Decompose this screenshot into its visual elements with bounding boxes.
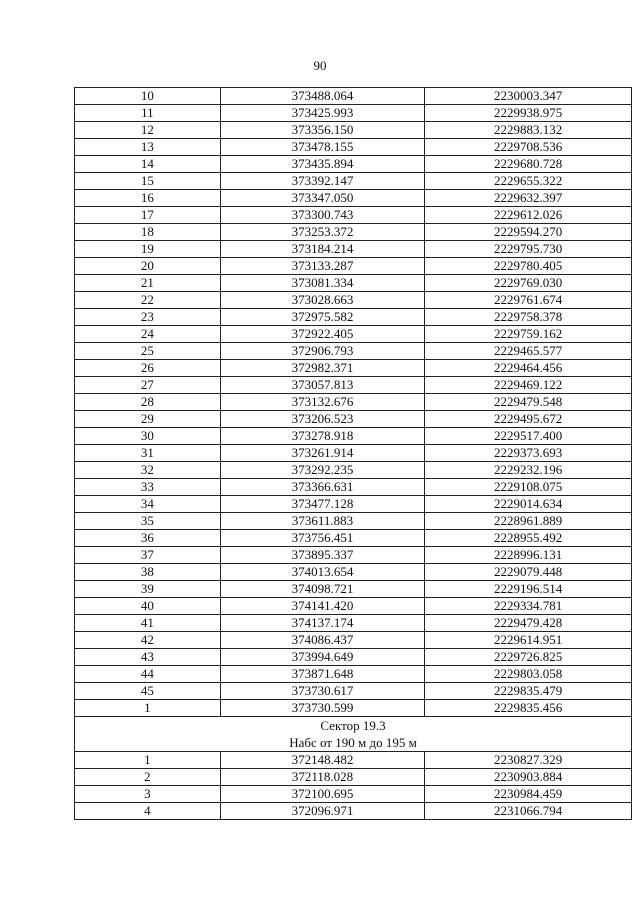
table-row [75,156,632,173]
y-coordinate-cell: 2229655.322 [425,173,632,190]
y-coordinate-cell: 2229726.825 [425,649,632,666]
page-number: 90 [313,58,327,73]
y-coordinate-cell: 2229938.975 [425,105,632,122]
x-coordinate-cell: 372922.405 [220,326,425,343]
point-number-cell: 24 [75,326,221,343]
table-row [75,122,632,139]
point-number-cell: 44 [75,666,221,683]
y-coordinate-cell: 2229795.730 [425,241,632,258]
y-coordinate-cell: 2230903.884 [425,769,632,786]
table-row [75,786,632,803]
x-coordinate-cell: 373435.894 [220,156,425,173]
sector-header-cell [75,717,632,752]
point-number-cell: 34 [75,496,221,513]
coordinates-table [74,87,632,820]
x-coordinate-cell: 374098.721 [220,581,425,598]
x-coordinate-cell: 373477.128 [220,496,425,513]
table-row [75,752,632,769]
point-number-cell: 16 [75,190,221,207]
x-coordinate-cell: 372906.793 [220,343,425,360]
point-number-cell: 1 [75,700,221,717]
point-number-cell: 35 [75,513,221,530]
table-row [75,360,632,377]
y-coordinate-cell: 2229479.548 [425,394,632,411]
point-number-cell: 4 [75,803,221,820]
x-coordinate-cell: 372096.971 [220,803,425,820]
sector-header-group [75,717,632,752]
table-row [75,224,632,241]
y-coordinate-cell: 2229835.479 [425,683,632,700]
point-number-cell: 31 [75,445,221,462]
x-coordinate-cell: 373278.918 [220,428,425,445]
x-coordinate-cell: 374141.420 [220,598,425,615]
table-body-top [75,88,632,717]
point-number-cell: 21 [75,275,221,292]
y-coordinate-cell: 2229594.270 [425,224,632,241]
x-coordinate-cell: 373253.372 [220,224,425,241]
point-number-cell: 12 [75,122,221,139]
y-coordinate-cell: 2229614.951 [425,632,632,649]
x-coordinate-cell: 373028.663 [220,292,425,309]
point-number-cell: 43 [75,649,221,666]
table-row [75,275,632,292]
x-coordinate-cell: 372148.482 [220,752,425,769]
table-row [75,258,632,275]
y-coordinate-cell: 2229769.030 [425,275,632,292]
x-coordinate-cell: 373392.147 [220,173,425,190]
table-row [75,88,632,105]
table-row [75,139,632,156]
x-coordinate-cell: 373057.813 [220,377,425,394]
y-coordinate-cell: 2229373.693 [425,445,632,462]
x-coordinate-cell: 373292.235 [220,462,425,479]
point-number-cell: 22 [75,292,221,309]
table-row [75,530,632,547]
y-coordinate-cell: 2228996.131 [425,547,632,564]
y-coordinate-cell: 2229780.405 [425,258,632,275]
table-row [75,326,632,343]
point-number-cell: 29 [75,411,221,428]
point-number-cell: 1 [75,752,221,769]
x-coordinate-cell: 372982.371 [220,360,425,377]
y-coordinate-cell: 2229835.456 [425,700,632,717]
y-coordinate-cell: 2229761.674 [425,292,632,309]
table-row [75,462,632,479]
y-coordinate-cell: 2229465.577 [425,343,632,360]
table-row [75,496,632,513]
x-coordinate-cell: 374013.654 [220,564,425,581]
point-number-cell: 37 [75,547,221,564]
x-coordinate-cell: 373206.523 [220,411,425,428]
point-number-cell: 17 [75,207,221,224]
y-coordinate-cell: 2229232.196 [425,462,632,479]
table-row [75,666,632,683]
point-number-cell: 39 [75,581,221,598]
x-coordinate-cell: 373488.064 [220,88,425,105]
y-coordinate-cell: 2229495.672 [425,411,632,428]
x-coordinate-cell: 372118.028 [220,769,425,786]
point-number-cell: 3 [75,786,221,803]
point-number-cell: 19 [75,241,221,258]
y-coordinate-cell: 2229612.026 [425,207,632,224]
y-coordinate-cell: 2229680.728 [425,156,632,173]
table-row [75,394,632,411]
x-coordinate-cell: 373356.150 [220,122,425,139]
table-row [75,377,632,394]
point-number-cell: 38 [75,564,221,581]
x-coordinate-cell: 373425.993 [220,105,425,122]
table-row [75,343,632,360]
x-coordinate-cell: 373300.743 [220,207,425,224]
x-coordinate-cell: 373347.050 [220,190,425,207]
table-row [75,769,632,786]
y-coordinate-cell: 2229759.162 [425,326,632,343]
table-row [75,190,632,207]
point-number-cell: 15 [75,173,221,190]
y-coordinate-cell: 2229108.075 [425,479,632,496]
point-number-cell: 28 [75,394,221,411]
y-coordinate-cell: 2228955.492 [425,530,632,547]
y-coordinate-cell: 2229883.132 [425,122,632,139]
point-number-cell: 42 [75,632,221,649]
table-row [75,683,632,700]
table-row [75,445,632,462]
table-row [75,309,632,326]
point-number-cell: 32 [75,462,221,479]
point-number-cell: 45 [75,683,221,700]
y-coordinate-cell: 2229708.536 [425,139,632,156]
y-coordinate-cell: 2230003.347 [425,88,632,105]
point-number-cell: 40 [75,598,221,615]
point-number-cell: 18 [75,224,221,241]
x-coordinate-cell: 373478.155 [220,139,425,156]
x-coordinate-cell: 373132.676 [220,394,425,411]
point-number-cell: 26 [75,360,221,377]
point-number-cell: 13 [75,139,221,156]
y-coordinate-cell: 2229196.514 [425,581,632,598]
point-number-cell: 25 [75,343,221,360]
table-row [75,632,632,649]
x-coordinate-cell: 373756.451 [220,530,425,547]
x-coordinate-cell: 373081.334 [220,275,425,292]
table-row [75,241,632,258]
y-coordinate-cell: 2230827.329 [425,752,632,769]
sector-header-row [75,717,632,752]
x-coordinate-cell: 372100.695 [220,786,425,803]
point-number-cell: 20 [75,258,221,275]
y-coordinate-cell: 2230984.459 [425,786,632,803]
table-row [75,803,632,820]
x-coordinate-cell: 373730.617 [220,683,425,700]
table-row [75,173,632,190]
table-row [75,649,632,666]
y-coordinate-cell: 2229014.634 [425,496,632,513]
table-row [75,411,632,428]
x-coordinate-cell: 373895.337 [220,547,425,564]
x-coordinate-cell: 373871.648 [220,666,425,683]
point-number-cell: 41 [75,615,221,632]
table-row [75,615,632,632]
x-coordinate-cell: 374137.174 [220,615,425,632]
y-coordinate-cell: 2229803.058 [425,666,632,683]
y-coordinate-cell: 2229479.428 [425,615,632,632]
table-row [75,513,632,530]
point-number-cell: 10 [75,88,221,105]
x-coordinate-cell: 373261.914 [220,445,425,462]
table-row [75,547,632,564]
table-row [75,292,632,309]
x-coordinate-cell: 374086.437 [220,632,425,649]
table-body-bottom [75,752,632,820]
table-row [75,207,632,224]
point-number-cell: 27 [75,377,221,394]
table-row [75,700,632,717]
sector-title: Сектор 19.3 [320,718,386,733]
point-number-cell: 30 [75,428,221,445]
point-number-cell: 36 [75,530,221,547]
x-coordinate-cell: 373994.649 [220,649,425,666]
point-number-cell: 14 [75,156,221,173]
sector-subtitle: Набс от 190 м до 195 м [289,735,417,750]
y-coordinate-cell: 2229517.400 [425,428,632,445]
y-coordinate-cell: 2228961.889 [425,513,632,530]
point-number-cell: 11 [75,105,221,122]
x-coordinate-cell: 373730.599 [220,700,425,717]
point-number-cell: 33 [75,479,221,496]
y-coordinate-cell: 2229334.781 [425,598,632,615]
point-number-cell: 2 [75,769,221,786]
table-row [75,598,632,615]
x-coordinate-cell: 373611.883 [220,513,425,530]
y-coordinate-cell: 2229632.397 [425,190,632,207]
y-coordinate-cell: 2229469.122 [425,377,632,394]
table-row [75,479,632,496]
x-coordinate-cell: 373366.631 [220,479,425,496]
table-row [75,105,632,122]
x-coordinate-cell: 373133.287 [220,258,425,275]
table-row [75,428,632,445]
point-number-cell: 23 [75,309,221,326]
y-coordinate-cell: 2229079.448 [425,564,632,581]
x-coordinate-cell: 373184.214 [220,241,425,258]
x-coordinate-cell: 372975.582 [220,309,425,326]
y-coordinate-cell: 2229464.456 [425,360,632,377]
table-row [75,581,632,598]
y-coordinate-cell: 2229758.378 [425,309,632,326]
table-row [75,564,632,581]
y-coordinate-cell: 2231066.794 [425,803,632,820]
